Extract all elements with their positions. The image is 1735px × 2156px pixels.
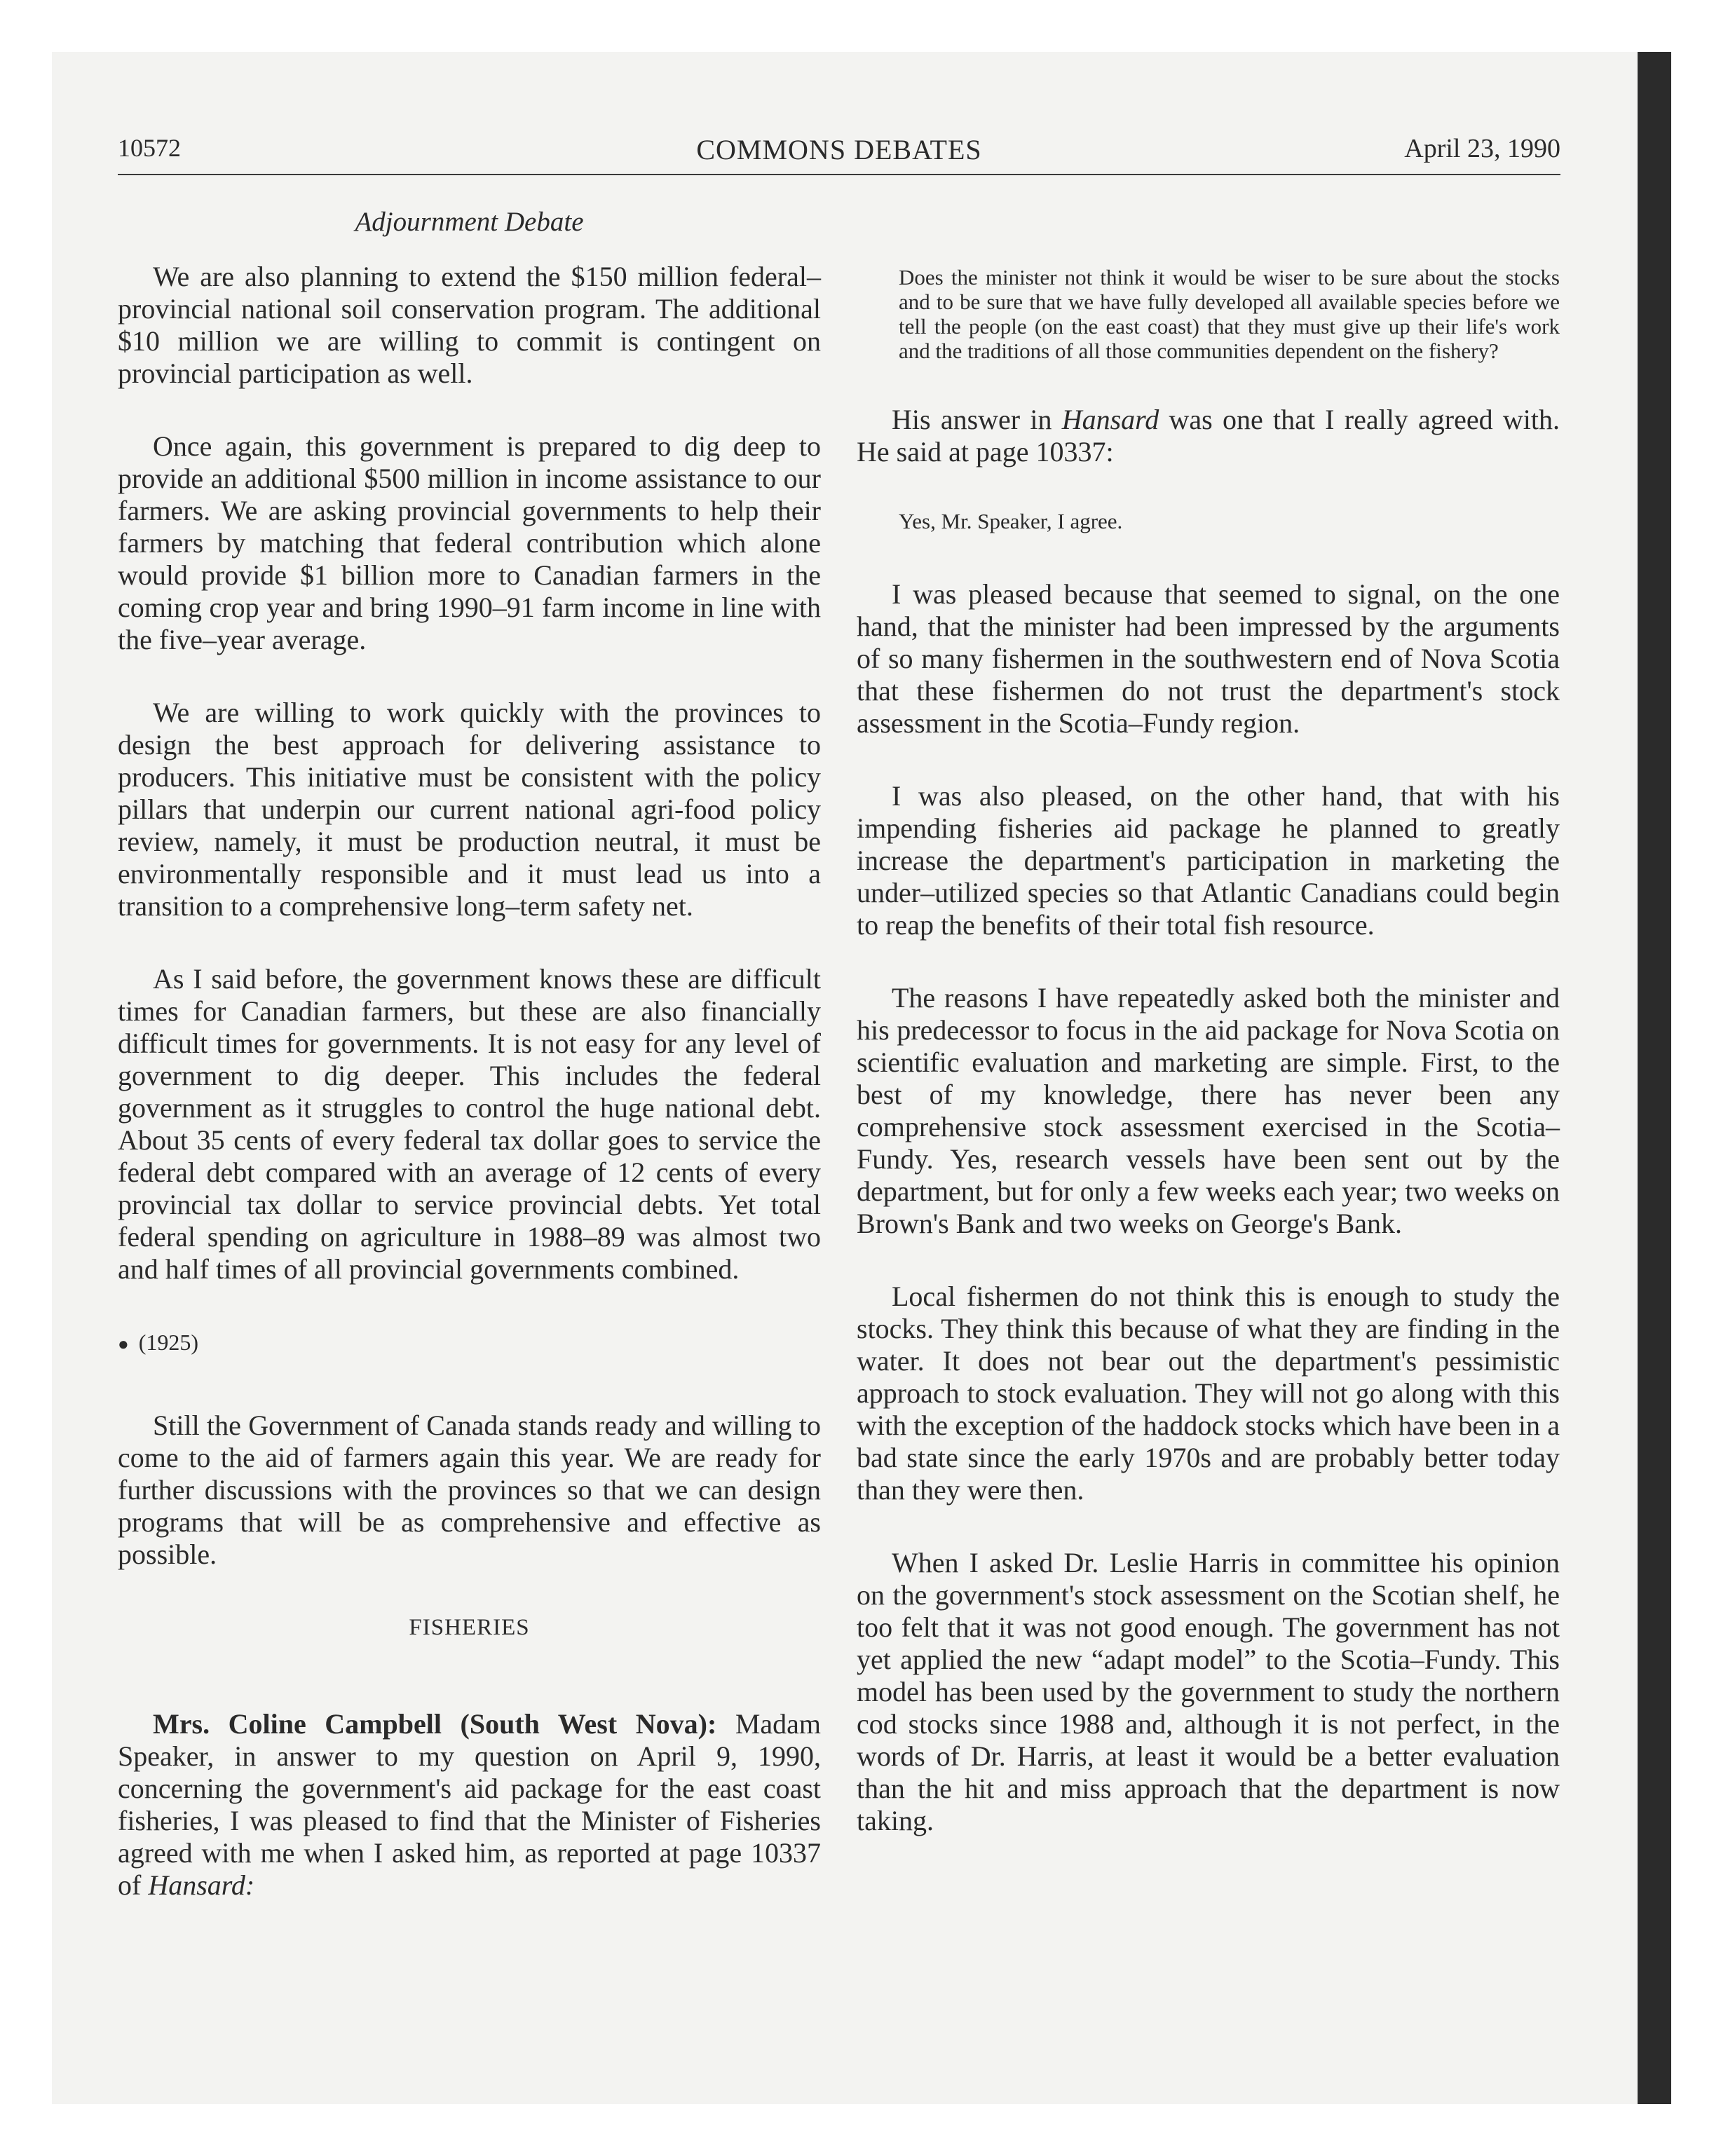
text-run: His answer in <box>892 404 1062 435</box>
speech-paragraph <box>118 1708 821 1902</box>
timestamp-text: (1925) <box>138 1330 199 1355</box>
paragraph: As I said before, the government knows these are difficult times for Canadian farmers, but these are also financially difficult times for governments. It is not easy for any level of government to dig deeper. This includes the federal government as it struggles to control the huge national debt. About 35 cents of every federal tax dollar goes to service the federal debt compared with an average of 12 cents of every provincial tax dollar to service provincial debts. Yet total federal spending on agriculture in 1988–89 was almost two and half times of all provincial governments combined. <box>118 963 821 1285</box>
paragraph: The reasons I have repeatedly asked both the minister and his predecessor to focus in the aid package for Nova Scotia on scientific evaluation and marketing are simple. First, to the best of my knowledge, there has never been any comprehensive stock assessment exercised in the Scotia–Fundy. Yes, research vessels have been sent out by the department, but for only a few weeks each year; two weeks on Brown's Bank and two weeks on George's Bank. <box>857 982 1560 1239</box>
bullet-icon: ● <box>118 1334 129 1354</box>
running-head <box>118 133 1560 172</box>
hansard-reference: Hansard: <box>148 1869 255 1901</box>
block-quote: Does the minister not think it would be wiser to be sure about the stocks and to be sure that we have fully developed all available species before we tell the people (on the east coast) that they must give up their life's work and the traditions of all those communities dependent on the fishery? <box>899 265 1560 363</box>
timestamp <box>118 1326 821 1360</box>
right-column <box>857 261 1560 1878</box>
scan-edge-shadow <box>1638 52 1671 2104</box>
page-number: 10572 <box>118 134 181 162</box>
issue-date: April 23, 1990 <box>1404 134 1560 163</box>
header-rule <box>118 174 1560 175</box>
section-heading: Adjournment Debate <box>355 207 584 237</box>
speaker-name: Mrs. Coline Campbell (South West Nova): <box>153 1708 717 1740</box>
paragraph: I was pleased because that seemed to signal, on the one hand, that the minister had been impressed by the arguments of so many fishermen in the southwestern end of Nova Scotia that these fishermen do not trust the department's stock assessment in the Scotia–Fundy region. <box>857 578 1560 739</box>
paragraph: We are also planning to extend the $150 million federal–provincial national soil conservation program. The additional $10 million we are willing to commit is contingent on provincial participation as well. <box>118 261 821 389</box>
hansard-reference: Hansard <box>1061 404 1159 435</box>
paragraph: When I asked Dr. Leslie Harris in committee his opinion on the government's stock assessment on the Scotian shelf, he too felt that it was not good enough. The government has not yet applied the new “adapt model” to the Scotia–Fundy. This model has been used by the government to study the northern cod stocks since 1988 and, although it is not perfect, in the words of Dr. Harris, at least it would be a better evaluation than the hit and miss approach that the department is now taking. <box>857 1547 1560 1836</box>
paragraph: Once again, this government is prepared to dig deep to provide an additional $500 million in income assistance to our farmers. We are asking provincial governments to help their farmers by matching that federal contribution which alone would provide $1 billion more to Canadian farmers in the coming crop year and bring 1990–91 farm income in line with the five–year average. <box>118 430 821 655</box>
speech-text: Madam Speaker, in answer to my question on April 9, 1990, concerning the government's aid package for the east coast fisheries, I was pleased to find that the Minister of Fisheries agreed with me when I asked him, as reported at page 10337 of <box>118 1708 822 1901</box>
paragraph: We are willing to work quickly with the provinces to design the best approach for delivering assistance to producers. This initiative must be consistent with the policy pillars that underpin our current national agri-food policy review, namely, it must be production neutral, it must be environmentally responsible and it must lead us into a transition to a comprehensive long–term safety net. <box>118 697 821 922</box>
paragraph: I was also pleased, on the other hand, that with his impending fisheries aid package he planned to greatly increase the department's participation in marketing the under–utilized species so that Atlantic Canadians could begin to reap the benefits of their total fish resource. <box>857 780 1560 941</box>
paragraph: Local fishermen do not think this is enough to study the stocks. They think this because of what they are finding in the water. It does not bear out the department's pessimistic approach to stock evaluation. They will not go along with this with the exception of the haddock stocks which have been in a bad state since the early 1970s and are probably better today than they were then. <box>857 1281 1560 1506</box>
paragraph <box>857 404 1560 468</box>
publication-title: COMMONS DEBATES <box>696 134 982 165</box>
subject-heading: FISHERIES <box>409 1615 530 1640</box>
left-column <box>118 261 821 1942</box>
block-quote: Yes, Mr. Speaker, I agree. <box>899 509 1123 533</box>
paragraph: Still the Government of Canada stands ready and willing to come to the aid of farmers again this year. We are ready for further discussions with the provinces so that we can design programs that will be as comprehensive and effective as possible. <box>118 1410 821 1570</box>
text-run: was one that I really agreed with. He said at page 10337: <box>857 404 1560 468</box>
